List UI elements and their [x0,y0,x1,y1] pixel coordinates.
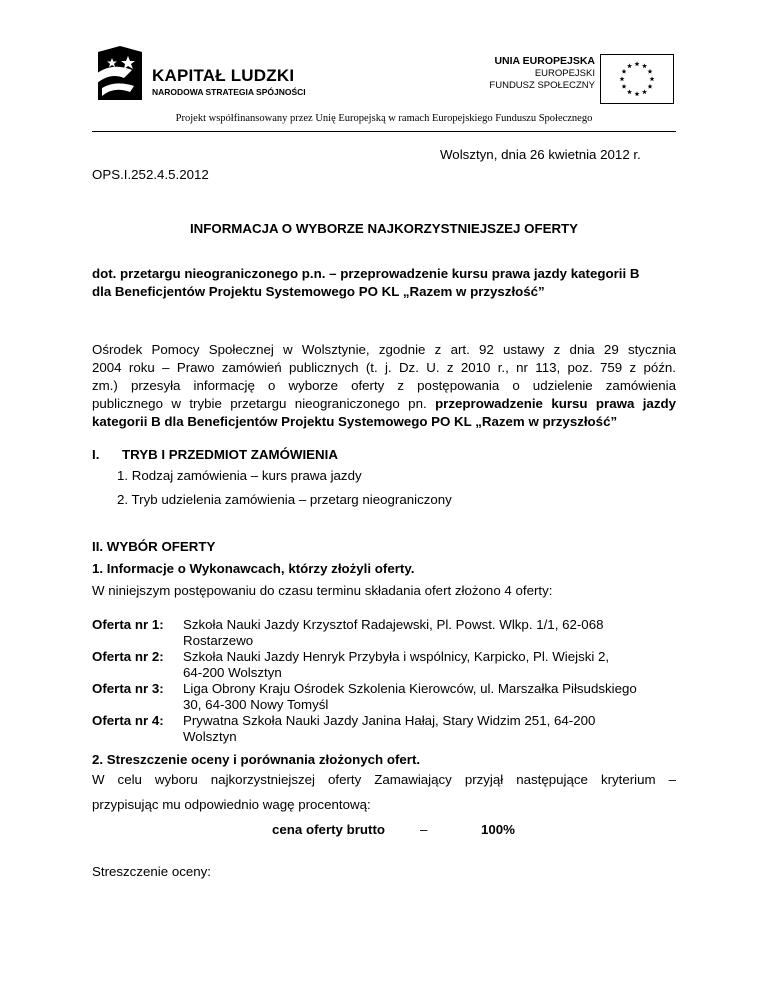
eu-star-icon [635,91,640,96]
body-line-4-normal: publicznego w trybie przetargu nieograniczonego pn. [92,396,436,411]
eu-flag [600,54,674,104]
criterion-weight: 100% [481,822,516,837]
offer-line: Liga Obrony Kraju Ośrodek Szkolenia Kierowców, ul. Marszałka Piłsudskiego [183,681,637,696]
subject-line-1: dot. przetargu nieograniczonego p.n. – przeprowadzenie kursu prawa jazdy kategorii B [92,266,640,281]
eu-stars-icon [601,55,673,103]
section-1-number: I. [92,447,100,462]
eu-name: UNIA EUROPEJSKA [494,55,595,67]
body-paragraph [92,341,676,431]
criterion-line-1: W celu wyboru najkorzystniejszej oferty Zamawiający przyjął następujące kryterium – [92,772,676,787]
logo-title: KAPITAŁ LUDZKI [152,66,295,85]
eu-star-icon [620,76,625,81]
eu-star-icon [642,63,647,68]
kapital-ludzki-logo [92,44,306,106]
body-line-4-bold: przeprowadzenie kursu prawa jazdy [435,396,676,411]
body-line-4 [92,395,676,413]
project-cofinancing-line: Projekt współfinansowany przez Unię Europejską w ramach Europejskiego Funduszu Społecznego [175,113,593,124]
criterion-line-2: przypisując mu odpowiednio wagę procentową: [92,797,371,812]
eu-text-block [415,55,595,92]
eu-star-icon [622,69,627,74]
eu-star-icon [627,89,632,94]
subsection-1-heading: 1. Informacje o Wykonawcach, którzy złożyli oferty. [92,561,415,576]
document-title: INFORMACJA O WYBORZE NAJKORZYSTNIEJSZEJ OFERTY [189,221,579,236]
body-line-5: kategorii B dla Beneficjentów Projektu Systemowego PO KL „Razem w przyszłość” [92,414,618,429]
section-1-item: 2. Tryb udzielenia zamówienia – przetarg nieograniczony [117,492,452,507]
offer-label: Oferta nr 3: [92,681,164,696]
section-1-heading [92,446,492,466]
body-line-1: Ośrodek Pomocy Społecznej w Wolsztynie, zgodnie z art. 92 ustawy z dnia 29 stycznia [92,342,676,357]
criterion-name: cena oferty brutto [272,822,386,837]
section-2-heading: II. WYBÓR OFERTY [92,539,216,554]
criterion-dash: – [420,822,428,837]
eu-star-icon [635,61,640,66]
eu-fund-line1: EUROPEJSKI [534,68,595,79]
summary-label: Streszczenie oceny: [92,864,211,879]
offer-label: Oferta nr 2: [92,649,164,664]
body-line-3: zm.) przesyła informację o wyborze oferty z postępowania o udzielenie zamówienia [92,378,676,393]
kapital-ludzki-emblem-icon [92,44,150,106]
offer-line: 30, 64-300 Nowy Tomyśl [183,697,329,712]
place-date: Wolsztyn, dnia 26 kwietnia 2012 r. [440,147,641,162]
offer-line: Szkoła Nauki Jazdy Henryk Przybyła i wspólnicy, Karpicko, Pl. Wiejski 2, [183,649,610,664]
offer-label: Oferta nr 1: [92,617,164,632]
body-line-2: 2004 roku – Prawo zamówień publicznych (t. j. Dz. U. z 2010 r., nr 113, poz. 759 z późn. [92,360,676,375]
eu-star-icon [627,63,632,68]
offer-line: 64-200 Wolsztyn [183,665,282,680]
section-1-title: TRYB I PRZEDMIOT ZAMÓWIENIA [122,447,338,462]
offer-line: Wolsztyn [183,729,237,744]
reference-number: OPS.I.252.4.5.2012 [92,167,209,182]
offer-label: Oferta nr 4: [92,713,164,728]
offer-line: Rostarzewo [183,633,254,648]
header-rule [92,131,676,132]
criterion-text [92,771,676,789]
eu-fund-line2: FUNDUSZ SPOŁECZNY [489,80,595,91]
subject-line-2: dla Beneficjentów Projektu Systemowego PO KL „Razem w przyszłość” [92,284,545,299]
logo-subtitle: NARODOWA STRATEGIA SPÓJNOŚCI [152,87,306,97]
subject [92,265,676,301]
eu-star-icon [648,84,653,89]
eu-star-icon [622,84,627,89]
offer-line: Prywatna Szkoła Nauki Jazdy Janina Hałaj, Stary Widzim 251, 64-200 [183,713,596,728]
subsection-2-heading: 2. Streszczenie oceny i porównania złożonych ofert. [92,752,421,767]
offers-count-text: W niniejszym postępowaniu do czasu terminu składania ofert złożono 4 oferty: [92,583,553,598]
eu-star-icon [642,89,647,94]
eu-star-icon [648,69,653,74]
section-1-item: 1. Rodzaj zamówienia – kurs prawa jazdy [117,468,362,483]
offer-line: Szkoła Nauki Jazdy Krzysztof Radajewski, Pl. Powst. Wlkp. 1/1, 62-068 [183,617,604,632]
eu-star-icon [650,76,655,81]
